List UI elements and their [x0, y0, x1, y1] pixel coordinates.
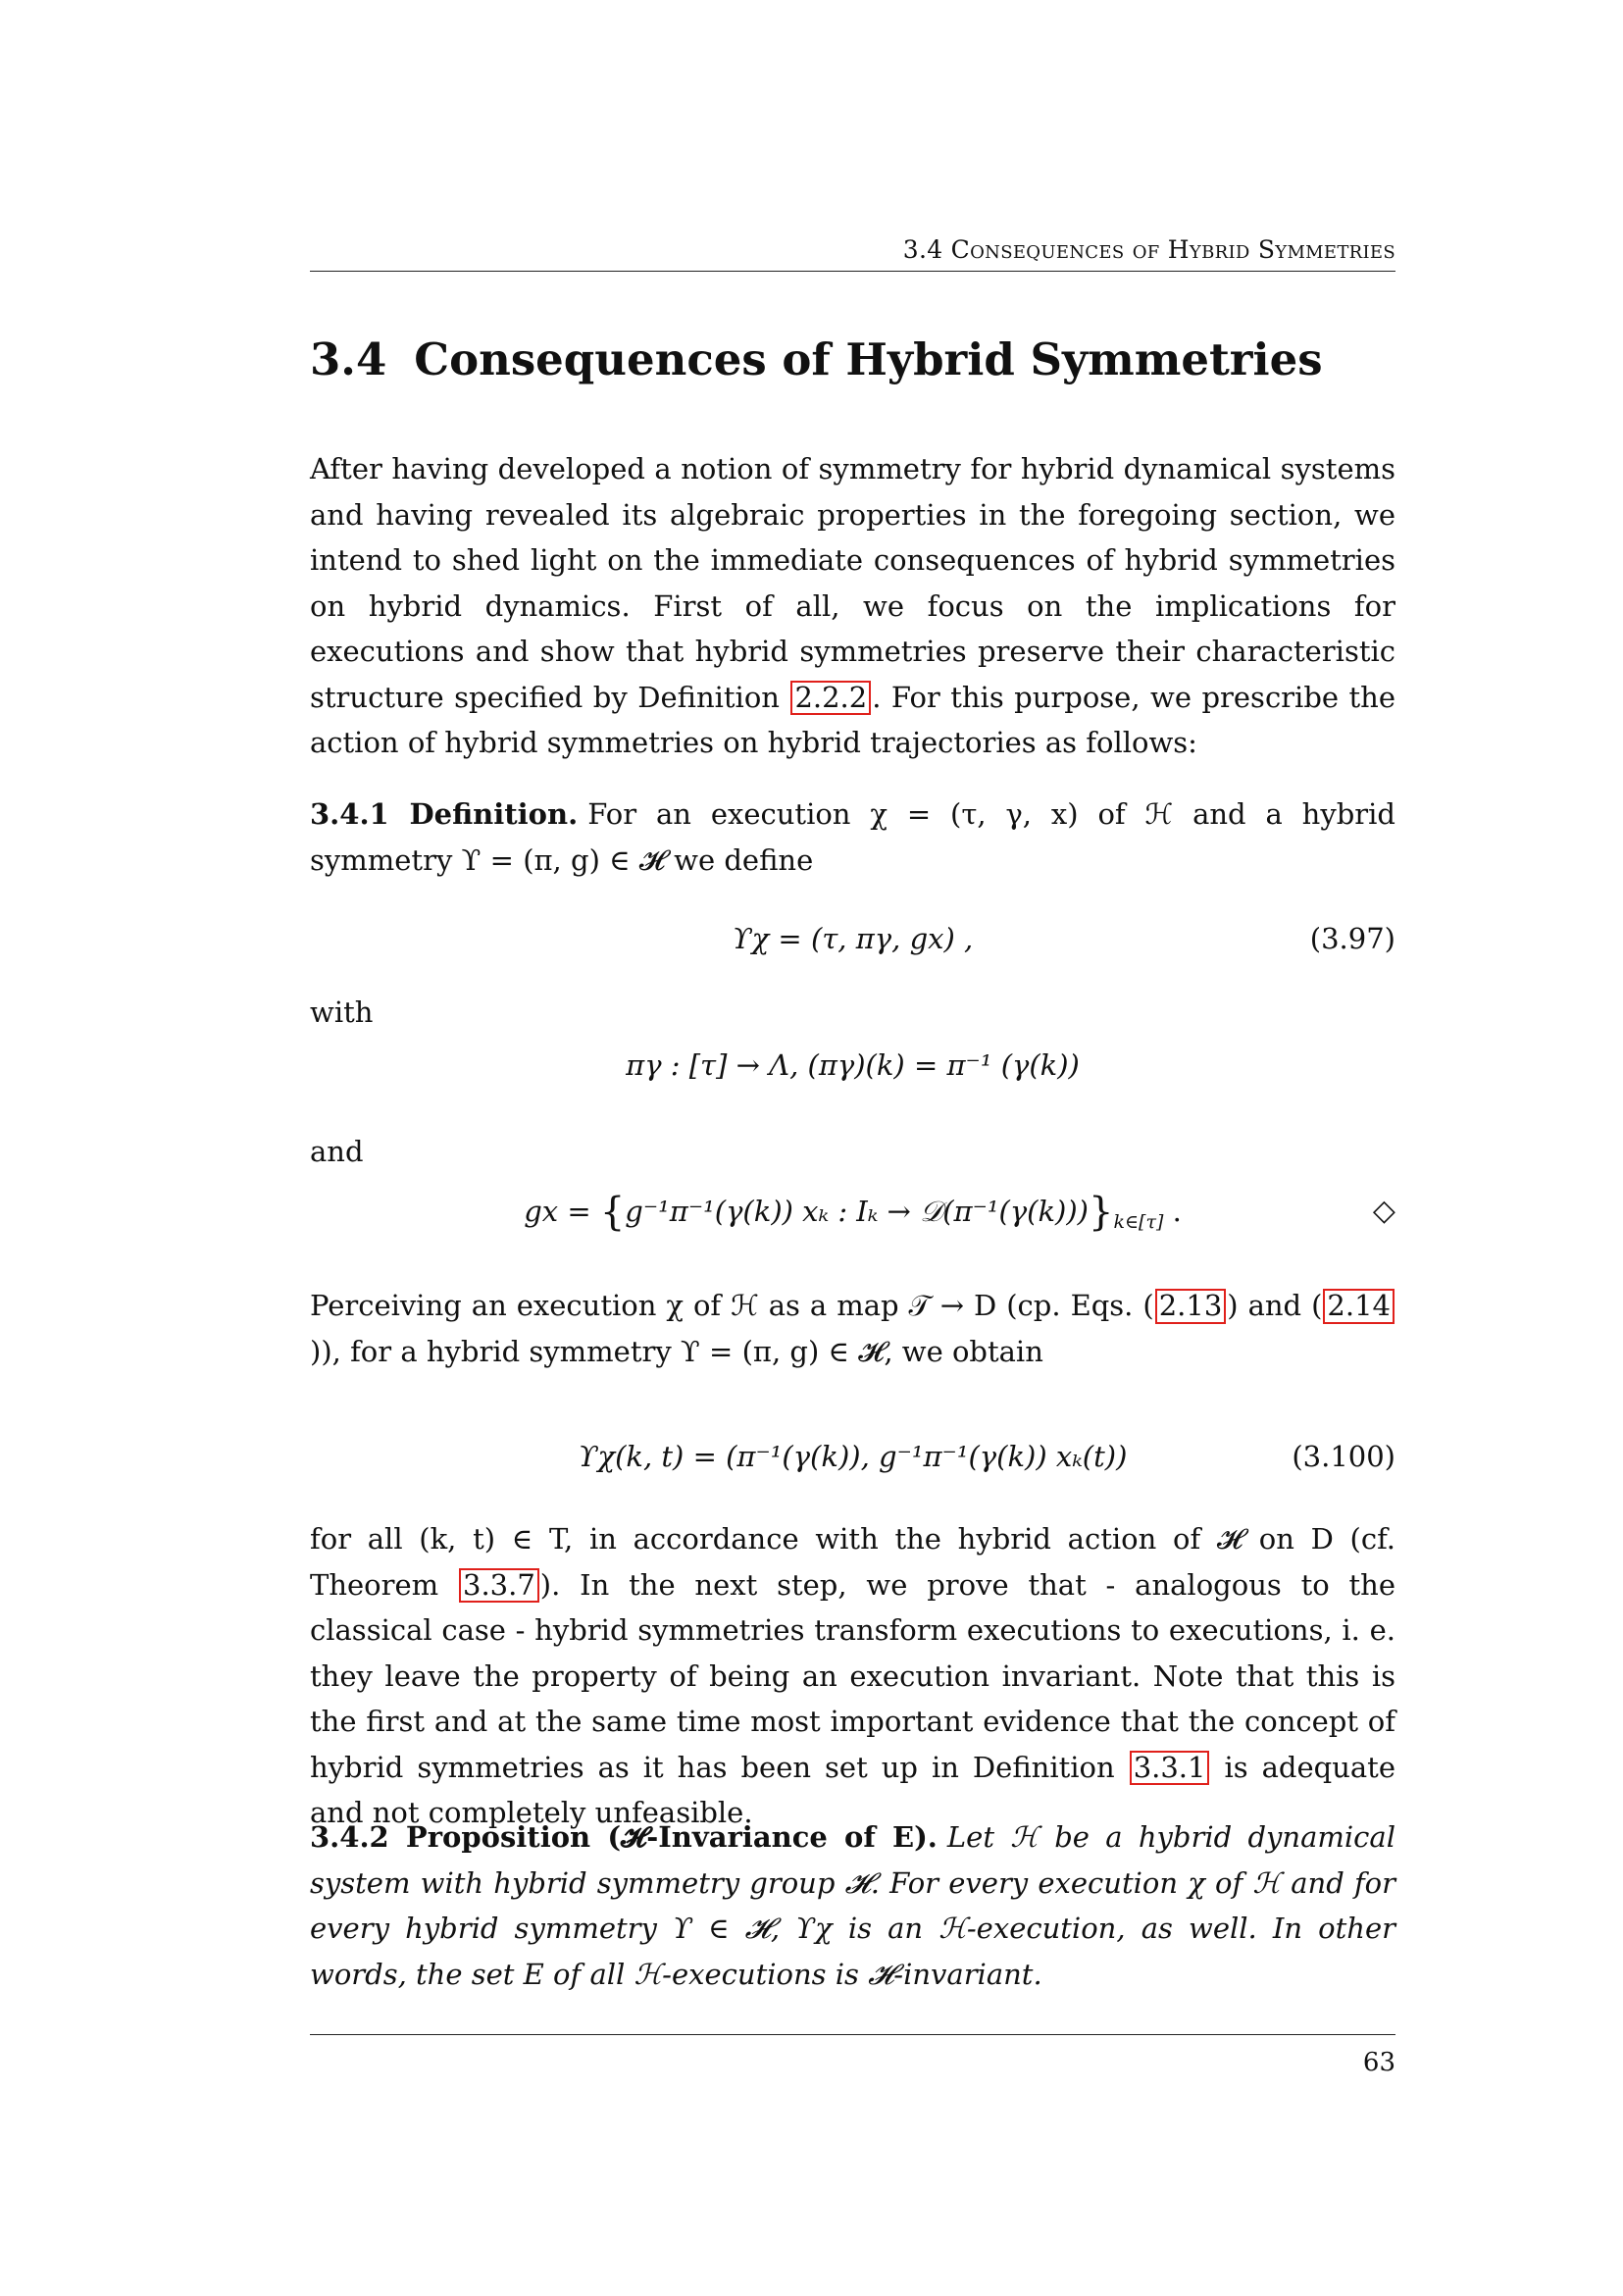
definition-heading: 3.4.1 Definition. — [310, 797, 579, 831]
equation-gx: gx = {g⁻¹π⁻¹(γ(k)) xₖ : $I_k \to 𝒟(\pi^{-1}(\gamma(k)))\}_{k\in[\tau]}$ . ◇ — [524, 1190, 1395, 1235]
running-head: 3.4 Consequences of Hybrid Symmetries — [902, 235, 1395, 264]
intro-paragraph — [310, 446, 1395, 766]
equation-3-100-tag: (3.100) — [1292, 1440, 1395, 1473]
ref-eq-2-13[interactable]: 2.13 — [1155, 1289, 1227, 1324]
and-word: and — [310, 1135, 364, 1168]
proposition-paragraph — [310, 1814, 1395, 1997]
page-number: 63 — [1362, 2048, 1395, 2077]
equation-gx-subscript: k∈[τ] — [1113, 1210, 1164, 1233]
section-title-text: Consequences of Hybrid Symmetries — [414, 333, 1323, 385]
ref-definition-3-3-1[interactable]: 3.3.1 — [1130, 1751, 1210, 1786]
equation-3-97 — [310, 916, 1395, 961]
equation-pi-gamma — [310, 1043, 1395, 1088]
intro-text-a: After having developed a notion of symmetry for hybrid dynamical systems and having revealed its algebraic properties in the foregoing section, we intend to shed light on the immediate consequences of hybrid symmetries on hybrid dynamics. First of all, we focus on the implications for executions and show that hybrid symmetries preserve their characteristic structure specified by Definition — [310, 452, 1395, 714]
definition-text: For an execution χ = (τ, γ, x) of ℋ and a hybrid symmetry ϒ = (π, g) ∈ 𝓗 we define — [310, 797, 1395, 877]
equation-pi-gamma-body: πγ : [τ] → Λ, (πγ)(k) = π⁻¹ (γ(k)) — [626, 1048, 1080, 1082]
close-brace: } — [1089, 1190, 1114, 1235]
equation-3-97-body: ϒχ = (τ, πγ, gx) , — [732, 922, 974, 955]
followup-text-a: for all (k, t) ∈ T, in accordance with the hybrid action of 𝓗 on D (cf. Theorem — [310, 1522, 1395, 1602]
followup-paragraph — [310, 1516, 1395, 1836]
page — [310, 0, 1395, 2296]
ref-eq-2-14[interactable]: 2.14 — [1323, 1289, 1395, 1324]
followup-text-c: is adequate and not completely unfeasible. — [310, 1750, 1395, 1829]
equation-3-97-tag: (3.97) — [1309, 922, 1395, 955]
open-brace: { — [599, 1190, 626, 1235]
ref-definition-2-2-2[interactable]: 2.2.2 — [790, 681, 871, 716]
ref-theorem-3-3-7[interactable]: 3.3.7 — [459, 1568, 539, 1604]
equation-gx-left: gx = — [524, 1195, 600, 1228]
equation-gx-body: g⁻¹π⁻¹(γ(k)) xₖ : Iₖ → 𝒟(π⁻¹(γ(k))) — [625, 1195, 1089, 1228]
header-rule — [310, 271, 1395, 272]
proposition-heading: 3.4.2 Proposition (𝓗-Invariance of E). — [310, 1820, 938, 1854]
with-word: with — [310, 995, 374, 1029]
followup-text-b: ). In the next step, we prove that - analogous to the classical case - hybrid symmetries transform executions to executions, i. e. they leave the property of being an execution invariant. Note that this is the first and at the same time most important evidence that the concept of hybrid symmetries as it has been set up in Definition — [310, 1567, 1396, 1784]
section-number: 3.4 — [310, 333, 387, 385]
perceiving-text-a: Perceiving an execution χ of ℋ as a map 𝒯 → D (cp. Eqs. ( — [310, 1289, 1154, 1322]
perceiving-text-b: ) and ( — [1227, 1289, 1323, 1322]
perceiving-text-c: )), for a hybrid symmetry ϒ = (π, g) ∈ 𝓗, we obtain — [310, 1334, 1043, 1368]
end-of-definition-icon: ◇ — [1372, 1194, 1395, 1228]
perceiving-paragraph — [310, 1283, 1395, 1374]
equation-3-100-body: ϒχ(k, t) = (π⁻¹(γ(k)), g⁻¹π⁻¹(γ(k)) xₖ(t)) — [578, 1440, 1128, 1473]
footer-rule — [310, 2034, 1395, 2035]
equation-3-100 — [310, 1434, 1395, 1479]
section-title — [310, 333, 1323, 385]
proposition-text: Let ℋ be a hybrid dynamical system with hybrid symmetry group 𝓗. For every execution χ of ℋ and for every hybrid symmetry ϒ ∈ 𝓗, ϒχ is an ℋ-execution, as well. In other words, the set E of all ℋ-executions is 𝓗-invariant. — [310, 1820, 1395, 1991]
definition-paragraph — [310, 791, 1395, 883]
intro-text-b: . For this purpose, we prescribe the action of hybrid symmetries on hybrid trajectories as follows: — [310, 680, 1395, 759]
